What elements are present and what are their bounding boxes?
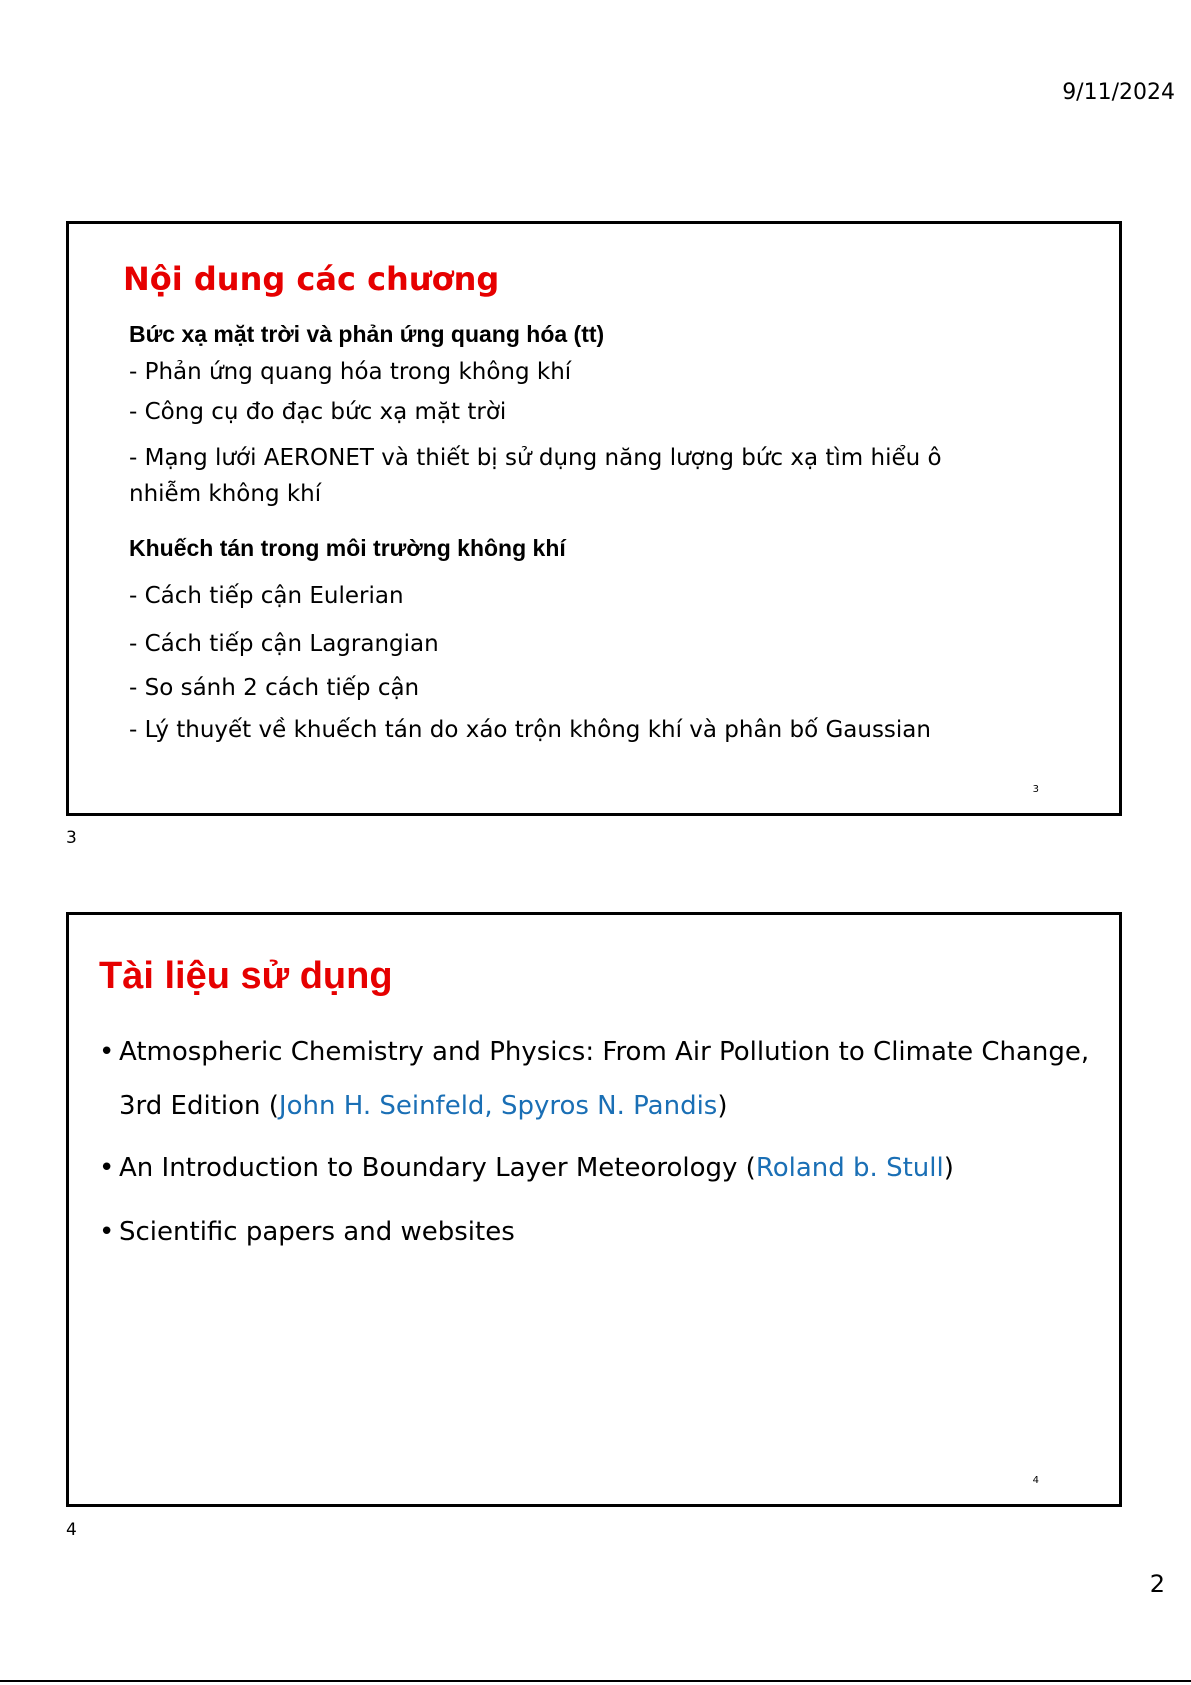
slide-3 <box>66 221 1122 816</box>
paren-close: ) <box>717 1091 728 1121</box>
slide-page-label: 4 <box>66 1520 77 1540</box>
reference-title: Atmospheric Chemistry and Physics: From Air Pollution to Climate Change, <box>119 1037 1090 1067</box>
list-item: - Mạng lưới AERONET và thiết bị sử dụng năng lượng bức xạ tìm hiểu ô nhiễm không khí <box>129 445 942 507</box>
header-date: 9/11/2024 <box>1062 80 1175 105</box>
bottom-divider <box>0 1680 1191 1682</box>
reference-title: Scientific papers and websites <box>119 1217 515 1247</box>
list-item: - Lý thuyết về khuếch tán do xáo trộn không khí và phân bố Gaussian <box>129 717 931 743</box>
section-heading: Khuếch tán trong môi trường không khí <box>129 535 566 561</box>
list-item <box>99 1141 1099 1195</box>
slide-title: Tài liệu sử dụng <box>99 955 393 997</box>
bullet: • <box>99 1217 115 1247</box>
reference-title: An Introduction to Boundary Layer Meteorology ( <box>119 1153 756 1183</box>
list-item <box>99 1025 1099 1133</box>
author-link[interactable]: Roland b. Stull <box>755 1153 944 1183</box>
slide-number: 4 <box>1032 1475 1039 1486</box>
list-item <box>99 1205 1099 1259</box>
author-link[interactable]: John H. Seinfeld, Spyros N. Pandis <box>278 1091 718 1121</box>
slide-number: 3 <box>1032 784 1039 795</box>
list-item: - Phản ứng quang hóa trong không khí <box>129 359 572 385</box>
slide-4 <box>66 912 1122 1507</box>
slide-page-label: 3 <box>66 828 77 848</box>
list-item: - Cách tiếp cận Lagrangian <box>129 631 439 657</box>
paren-close: ) <box>943 1153 954 1183</box>
slide-title: Nội dung các chương <box>123 260 500 298</box>
reference-edition: 3rd Edition ( <box>119 1091 279 1121</box>
list-item: - Cách tiếp cận Eulerian <box>129 583 404 609</box>
bullet: • <box>99 1037 115 1067</box>
list-item: - So sánh 2 cách tiếp cận <box>129 675 420 701</box>
bullet: • <box>99 1153 115 1183</box>
list-item: - Công cụ đo đạc bức xạ mặt trời <box>129 399 507 425</box>
section-heading: Bức xạ mặt trời và phản ứng quang hóa (tt) <box>129 321 605 347</box>
page-number: 2 <box>1149 1570 1165 1598</box>
